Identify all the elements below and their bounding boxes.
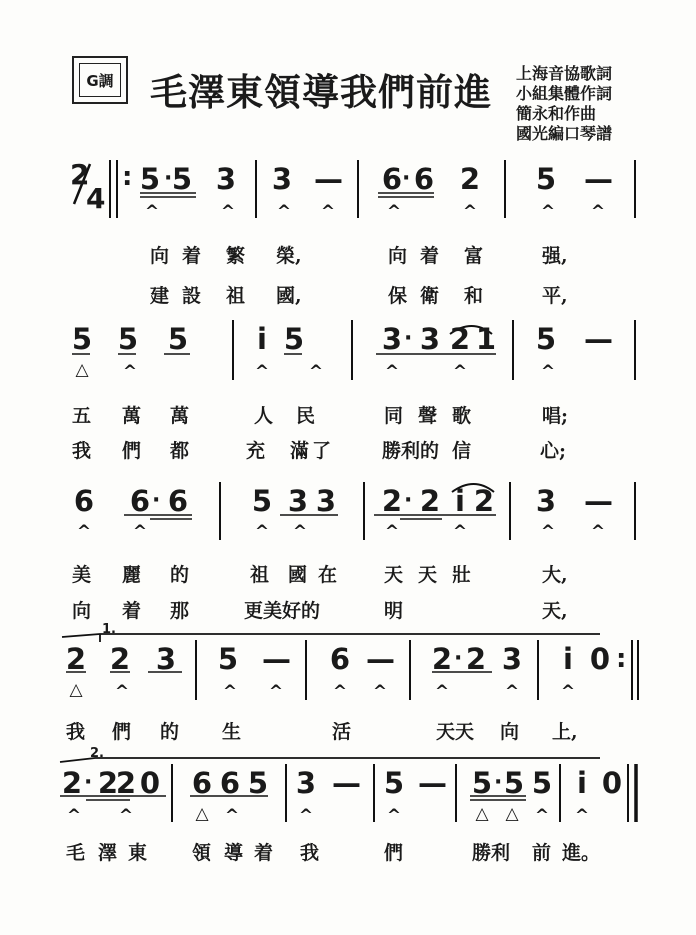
breath-mark: ^	[118, 806, 134, 826]
note: 6	[129, 484, 151, 518]
breath-mark: ^	[276, 202, 292, 222]
lyric: 國,	[276, 285, 302, 307]
breath-mark: ^	[534, 806, 550, 826]
note: 2	[381, 484, 403, 518]
breath-mark: ^	[386, 806, 402, 826]
breath-mark: ^	[114, 682, 130, 702]
lyric: 向	[72, 600, 92, 622]
breath-mark: ^	[292, 522, 308, 542]
note: 2	[61, 766, 83, 800]
note: i	[577, 766, 587, 800]
breath-mark: ^	[540, 362, 556, 382]
note: 6	[73, 484, 95, 518]
lyric: 我	[72, 440, 92, 462]
note: 2	[419, 484, 441, 518]
breath-mark: ^	[434, 682, 450, 702]
note: 5	[535, 322, 557, 356]
lyric: 了	[312, 440, 332, 462]
note: 2	[473, 484, 495, 518]
lyric: 壯	[452, 564, 472, 586]
lyric: 着	[420, 245, 440, 267]
note: 6	[381, 162, 403, 196]
lyric: 的	[170, 564, 190, 586]
lyric: 領	[192, 842, 212, 864]
volta-2-label: 2.	[90, 746, 104, 761]
song-title: 毛澤東領導我們前進	[150, 70, 492, 114]
lyric: 天天	[436, 721, 475, 743]
note: 5	[383, 766, 405, 800]
lyric: 毛	[66, 842, 86, 864]
dash: —	[314, 162, 343, 196]
lyric: 天	[384, 564, 404, 586]
note: 5	[171, 162, 193, 196]
lyric: 上,	[552, 721, 578, 743]
note: 2	[109, 642, 131, 676]
note: 5	[251, 484, 273, 518]
lyric: 們	[384, 842, 404, 864]
dot: ·	[404, 326, 413, 351]
breath-mark: ^	[76, 522, 92, 542]
breath-mark: ^	[384, 522, 400, 542]
breath-mark: ^	[66, 806, 82, 826]
lyric: 榮,	[276, 245, 302, 267]
lyric: 聲	[418, 405, 438, 427]
lyric: 繁	[226, 245, 246, 267]
lyric: 着	[122, 600, 142, 622]
lyric: 們	[122, 440, 142, 462]
time-signature-top: 2	[70, 158, 90, 191]
lyric: 美	[72, 564, 92, 586]
lyric: 心;	[540, 440, 567, 462]
breath-mark: ^	[590, 522, 606, 542]
note: 2	[431, 642, 453, 676]
dot: ·	[454, 646, 463, 671]
breath-mark: ^	[540, 522, 556, 542]
lyric: 民	[296, 405, 316, 427]
accent-mark: △	[75, 360, 89, 380]
repeat-sign-start: :	[122, 162, 133, 192]
note: 5	[139, 162, 161, 196]
volta-1-label: 1.	[102, 622, 116, 637]
dash: —	[262, 642, 291, 676]
breath-mark: ^	[132, 522, 148, 542]
lyric: 歌	[452, 405, 472, 427]
lyric: 進。	[562, 842, 601, 864]
lyric: 更美好的	[244, 600, 321, 622]
note: 0	[139, 766, 161, 800]
breath-mark: ^	[560, 682, 576, 702]
accent-mark: △	[69, 680, 83, 700]
breath-mark: ^	[372, 682, 388, 702]
lyric: 保	[388, 285, 408, 307]
dash: —	[584, 322, 613, 356]
note: 6	[413, 162, 435, 196]
dash: —	[332, 766, 361, 800]
note: 5	[217, 642, 239, 676]
lyric: 建	[150, 285, 170, 307]
note: 0	[601, 766, 623, 800]
note: 5	[247, 766, 269, 800]
lyric: 萬	[170, 405, 190, 427]
lyric: 着	[254, 842, 274, 864]
note: 5	[283, 322, 305, 356]
dot: ·	[404, 488, 413, 513]
lyric: 天,	[542, 600, 568, 622]
note: 6	[219, 766, 241, 800]
note: 3	[287, 484, 309, 518]
breath-mark: ^	[220, 202, 236, 222]
lyric: 明	[384, 600, 404, 622]
credit-line: 小組集體作詞	[516, 84, 613, 103]
note: 2	[459, 162, 481, 196]
lyric: 勝利	[472, 842, 511, 864]
breath-mark: ^	[452, 522, 468, 542]
accent-mark: △	[475, 804, 489, 824]
lyric: 富	[464, 245, 484, 267]
note: 3	[295, 766, 317, 800]
breath-mark: ^	[254, 362, 270, 382]
breath-mark: ^	[540, 202, 556, 222]
lyric: 着	[182, 245, 202, 267]
dash: —	[366, 642, 395, 676]
lyric: 大,	[542, 564, 568, 586]
lyric: 衛	[420, 285, 440, 307]
lyric: 天	[418, 564, 438, 586]
note: 3	[535, 484, 557, 518]
note: 6	[167, 484, 189, 518]
dot: ·	[402, 166, 411, 191]
credit-line: 國光編口琴譜	[516, 124, 613, 143]
lyric: 我	[300, 842, 320, 864]
note: 6	[329, 642, 351, 676]
lyric: 在	[318, 564, 338, 586]
lyric: 我	[66, 721, 86, 743]
note: 2	[65, 642, 87, 676]
lyric: 導	[224, 842, 244, 864]
lyric: 向	[500, 721, 520, 743]
lyric: 和	[464, 285, 484, 307]
lyric: 同	[384, 405, 404, 427]
credit-line: 簡永和作曲	[516, 104, 597, 123]
lyric: 國	[288, 564, 308, 586]
note: 5	[503, 766, 525, 800]
dash: —	[418, 766, 447, 800]
lyric: 東	[128, 842, 148, 864]
lyric: 們	[112, 721, 132, 743]
note: 5	[117, 322, 139, 356]
note: 5	[71, 322, 93, 356]
note: i	[257, 322, 267, 356]
note: 3	[155, 642, 177, 676]
breath-mark: ^	[386, 202, 402, 222]
lyric: 滿	[290, 440, 310, 462]
breath-mark: ^	[308, 362, 324, 382]
repeat-sign-end: :	[616, 644, 627, 674]
lyric: 强,	[542, 245, 568, 267]
note: 5	[535, 162, 557, 196]
dot: ·	[164, 166, 173, 191]
accent-mark: △	[505, 804, 519, 824]
breath-mark: ^	[452, 362, 468, 382]
breath-mark: ^	[222, 682, 238, 702]
note: 5	[471, 766, 493, 800]
breath-mark: ^	[298, 806, 314, 826]
breath-mark: ^	[224, 806, 240, 826]
lyric: 的	[160, 721, 180, 743]
breath-mark: ^	[268, 682, 284, 702]
note: 3	[315, 484, 337, 518]
breath-mark: ^	[332, 682, 348, 702]
breath-mark: ^	[590, 202, 606, 222]
note: 3	[381, 322, 403, 356]
lyric: 前	[532, 842, 552, 864]
note: 3	[419, 322, 441, 356]
dash: —	[584, 484, 613, 518]
lyric: 信	[452, 440, 472, 462]
breath-mark: ^	[122, 362, 138, 382]
note: 2	[465, 642, 487, 676]
lyric: 萬	[122, 405, 142, 427]
breath-mark: ^	[320, 202, 336, 222]
note: 5	[167, 322, 189, 356]
accent-mark: △	[195, 804, 209, 824]
breath-mark: ^	[384, 362, 400, 382]
note: 5	[531, 766, 553, 800]
dot: ·	[494, 770, 503, 795]
breath-mark: ^	[254, 522, 270, 542]
lyric: 人	[254, 405, 274, 427]
dot: ·	[84, 770, 93, 795]
note: 3	[501, 642, 523, 676]
breath-mark: ^	[144, 202, 160, 222]
note: 3	[215, 162, 237, 196]
lyric: 平,	[542, 285, 568, 307]
note: i	[455, 484, 465, 518]
lyric: 勝利的	[382, 440, 440, 462]
breath-mark: ^	[574, 806, 590, 826]
time-signature-bottom: 4	[86, 182, 106, 215]
breath-mark: ^	[462, 202, 478, 222]
dot: ·	[152, 488, 161, 513]
lyric: 活	[332, 721, 352, 743]
note: 2	[115, 766, 137, 800]
credit-line: 上海音協歌詞	[516, 64, 613, 83]
note: 3	[271, 162, 293, 196]
lyric: 向	[150, 245, 170, 267]
lyric: 都	[170, 440, 190, 462]
breath-mark: ^	[504, 682, 520, 702]
note: 0	[589, 642, 611, 676]
lyric: 向	[388, 245, 408, 267]
lyric: 唱;	[542, 405, 569, 427]
lyric: 充	[246, 440, 266, 462]
note: 2	[97, 766, 119, 800]
lyric: 設	[182, 285, 202, 307]
lyric: 祖	[250, 564, 270, 586]
lyric: 生	[222, 721, 242, 743]
key-label: G調	[79, 63, 121, 97]
note: 1	[475, 322, 497, 356]
note: 6	[191, 766, 213, 800]
lyric: 五	[72, 405, 92, 427]
lyric: 澤	[98, 842, 118, 864]
note: i	[563, 642, 573, 676]
lyric: 那	[170, 600, 190, 622]
note: 2	[449, 322, 471, 356]
dash: —	[584, 162, 613, 196]
lyric: 麗	[122, 564, 142, 586]
lyric: 祖	[226, 285, 246, 307]
